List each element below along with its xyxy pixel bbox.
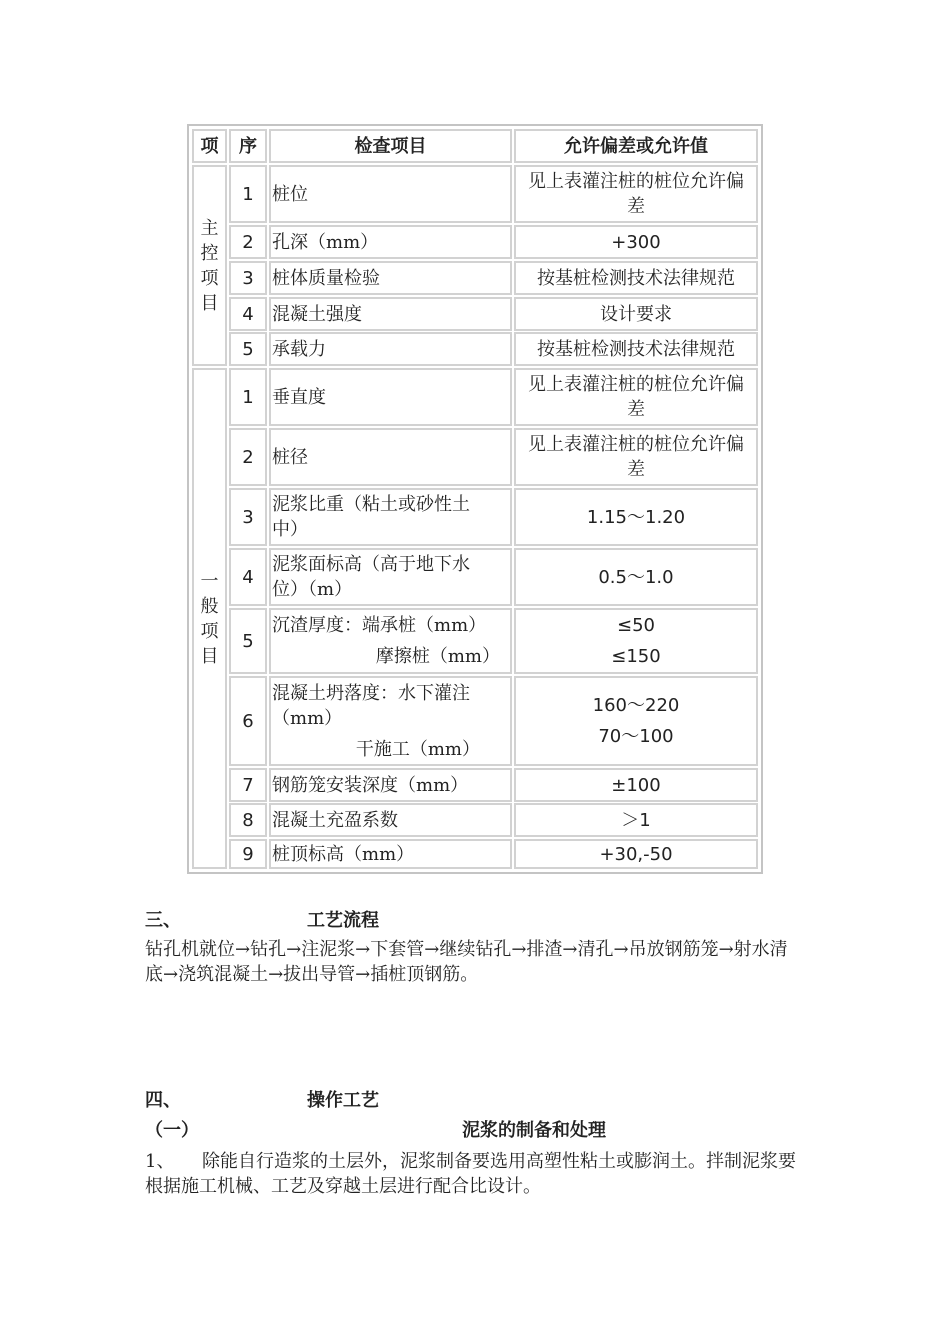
table-row-value: 0.5～1.0: [514, 548, 758, 606]
table-row-value: 设计要求: [514, 297, 758, 331]
table-row-seq: 1: [229, 368, 267, 426]
header-seq: 序: [229, 129, 267, 163]
table-row-seq: 2: [229, 225, 267, 259]
table-row-value: 1.15～1.20: [514, 488, 758, 546]
table-row-value: +30,-50: [514, 839, 758, 869]
group-main-control: [192, 165, 227, 366]
table-row-value: 见上表灌注桩的桩位允许偏差: [514, 428, 758, 486]
section3-title: 工艺流程: [307, 910, 379, 931]
table-row-item: 垂直度: [269, 368, 512, 426]
table-row-item: 泥浆面标高（高于地下水位）（m）: [269, 548, 512, 606]
item-line: 沉渣厚度：端承桩（mm）: [272, 615, 487, 636]
paragraph-1-number: 1、: [145, 1151, 175, 1172]
table-row-seq: 2: [229, 428, 267, 486]
header-value: 允许偏差或允许值: [514, 129, 758, 163]
table-row-item: [269, 608, 512, 674]
group-label-char: 目: [200, 645, 219, 667]
section4-number: 四、: [145, 1090, 181, 1111]
table-row-value: [514, 608, 758, 674]
table-row-value: [514, 676, 758, 766]
table-row-item: 混凝土强度: [269, 297, 512, 331]
header-category: 项: [192, 129, 227, 163]
table-row-seq: 4: [229, 548, 267, 606]
table-row-item: 桩径: [269, 428, 512, 486]
paragraph-1-text: 除能自行造浆的土层外，泥浆制备要选用高塑性粘土或膨润土。拌制泥浆要根据施工机械、工艺及穿越土层进行配合比设计。: [145, 1151, 796, 1197]
group-label-char: 控: [200, 242, 219, 264]
table-row-value: 按基桩检测技术法律规范: [514, 332, 758, 366]
table-row-value: ＞1: [514, 803, 758, 837]
subsection-number: （一）: [145, 1120, 199, 1141]
value-line: 160～220: [592, 695, 680, 716]
group-label-char: 般: [200, 595, 219, 617]
table-row-item: [269, 676, 512, 766]
table-row-item: 混凝土充盈系数: [269, 803, 512, 837]
table-row-seq: 5: [229, 332, 267, 366]
group-label-char: 项: [200, 620, 219, 642]
item-line: 干施工（mm）: [355, 738, 480, 760]
group-label-char: 主: [200, 217, 219, 239]
table-row-item: 泥浆比重（粘土或砂性土中）: [269, 488, 512, 546]
group-general: [192, 368, 227, 869]
table-row-seq: 5: [229, 608, 267, 674]
header-item: 检查项目: [269, 129, 512, 163]
table-row-value: 见上表灌注桩的桩位允许偏差: [514, 165, 758, 223]
table-row-seq: 6: [229, 676, 267, 766]
table-row-seq: 3: [229, 261, 267, 295]
subsection-title: 泥浆的制备和处理: [462, 1120, 606, 1141]
group-label-char: 目: [200, 292, 219, 314]
table-row-seq: 8: [229, 803, 267, 837]
table-row-item: 钢筋笼安装深度（mm）: [269, 768, 512, 802]
inspection-table: [187, 124, 763, 874]
table-row-item: 桩顶标高（mm）: [269, 839, 512, 869]
table-row-seq: 7: [229, 768, 267, 802]
item-line: 摩擦桩（mm）: [375, 646, 500, 667]
table-row-seq: 4: [229, 297, 267, 331]
value-line: 70～100: [598, 726, 674, 747]
section3-number: 三、: [145, 910, 181, 931]
item-line: 混凝土坍落度：水下灌注（mm）: [272, 682, 470, 729]
table-row-seq: 1: [229, 165, 267, 223]
table-row-item: 孔深（mm）: [269, 225, 512, 259]
paragraph-1: [145, 1149, 805, 1199]
table-row-item: 桩位: [269, 165, 512, 223]
group-label-char: 项: [200, 267, 219, 289]
table-row-value: 按基桩检测技术法律规范: [514, 261, 758, 295]
table-row-item: 桩体质量检验: [269, 261, 512, 295]
value-line: ≤150: [611, 646, 661, 667]
table-row-item: 承载力: [269, 332, 512, 366]
section3-body: 钻孔机就位→钻孔→注泥浆→下套管→继续钻孔→排渣→清孔→吊放钢筋笼→射水清底→浇筑混凝土→拔出导管→插桩顶钢筋。: [145, 939, 788, 985]
value-line: ≤50: [617, 615, 655, 636]
section4-title: 操作工艺: [307, 1090, 379, 1111]
table-row-value: ±100: [514, 768, 758, 802]
table-row-seq: 3: [229, 488, 267, 546]
table-row-value: 见上表灌注桩的桩位允许偏差: [514, 368, 758, 426]
group-label-char: 一: [200, 570, 219, 592]
table-row-value: +300: [514, 225, 758, 259]
table-row-seq: 9: [229, 839, 267, 869]
